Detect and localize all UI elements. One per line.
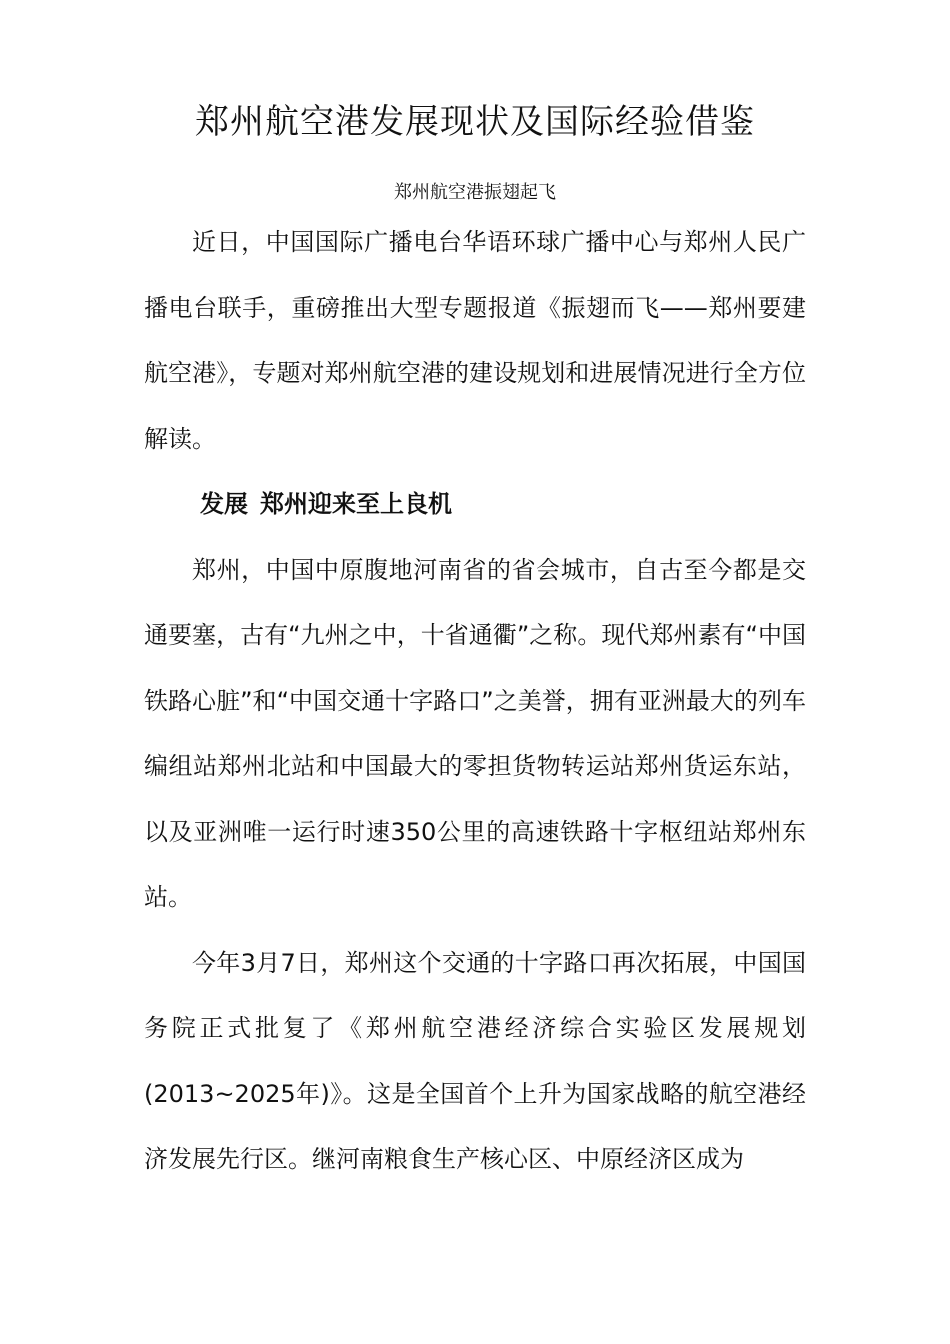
document-title: 郑州航空港发展现状及国际经验借鉴 <box>195 102 755 142</box>
section-paragraph-1: 郑州，中国中原腹地河南省的省会城市，自古至今都是交通要塞，古有“九州之中，十省通衢”之称。现代郑州素有“中国铁路心脏”和“中国交通十字路口”之美誉，拥有亚洲最大的列车编组站郑州北站和中国最大的零担货物转运站郑州货运东站，以及亚洲唯一运行时速350公里的高速铁路十字枢纽站郑州东站。 <box>144 555 806 911</box>
intro-paragraph: 近日，中国国际广播电台华语环球广播中心与郑州人民广播电台联手，重磅推出大型专题报道《振翅而飞——郑州要建航空港》，专题对郑州航空港的建设规划和进展情况进行全方位解读。 <box>144 228 806 453</box>
section-heading <box>144 472 806 538</box>
section-paragraph-2: 今年3月7日，郑州这个交通的十字路口再次拓展，中国国务院正式批复了《郑州航空港经济综合实验区发展规划(2013~2025年)》。这是全国首个上升为国家战略的航空港经济发展先行区。继河南粮食生产核心区、中原经济区成为 <box>144 948 806 1173</box>
section-heading-part1: 发展 <box>200 490 248 518</box>
document-subtitle: 郑州航空港振翅起飞 <box>394 182 556 203</box>
document-body <box>144 210 806 1193</box>
section-heading-part2: 郑州迎来至上良机 <box>260 490 452 518</box>
